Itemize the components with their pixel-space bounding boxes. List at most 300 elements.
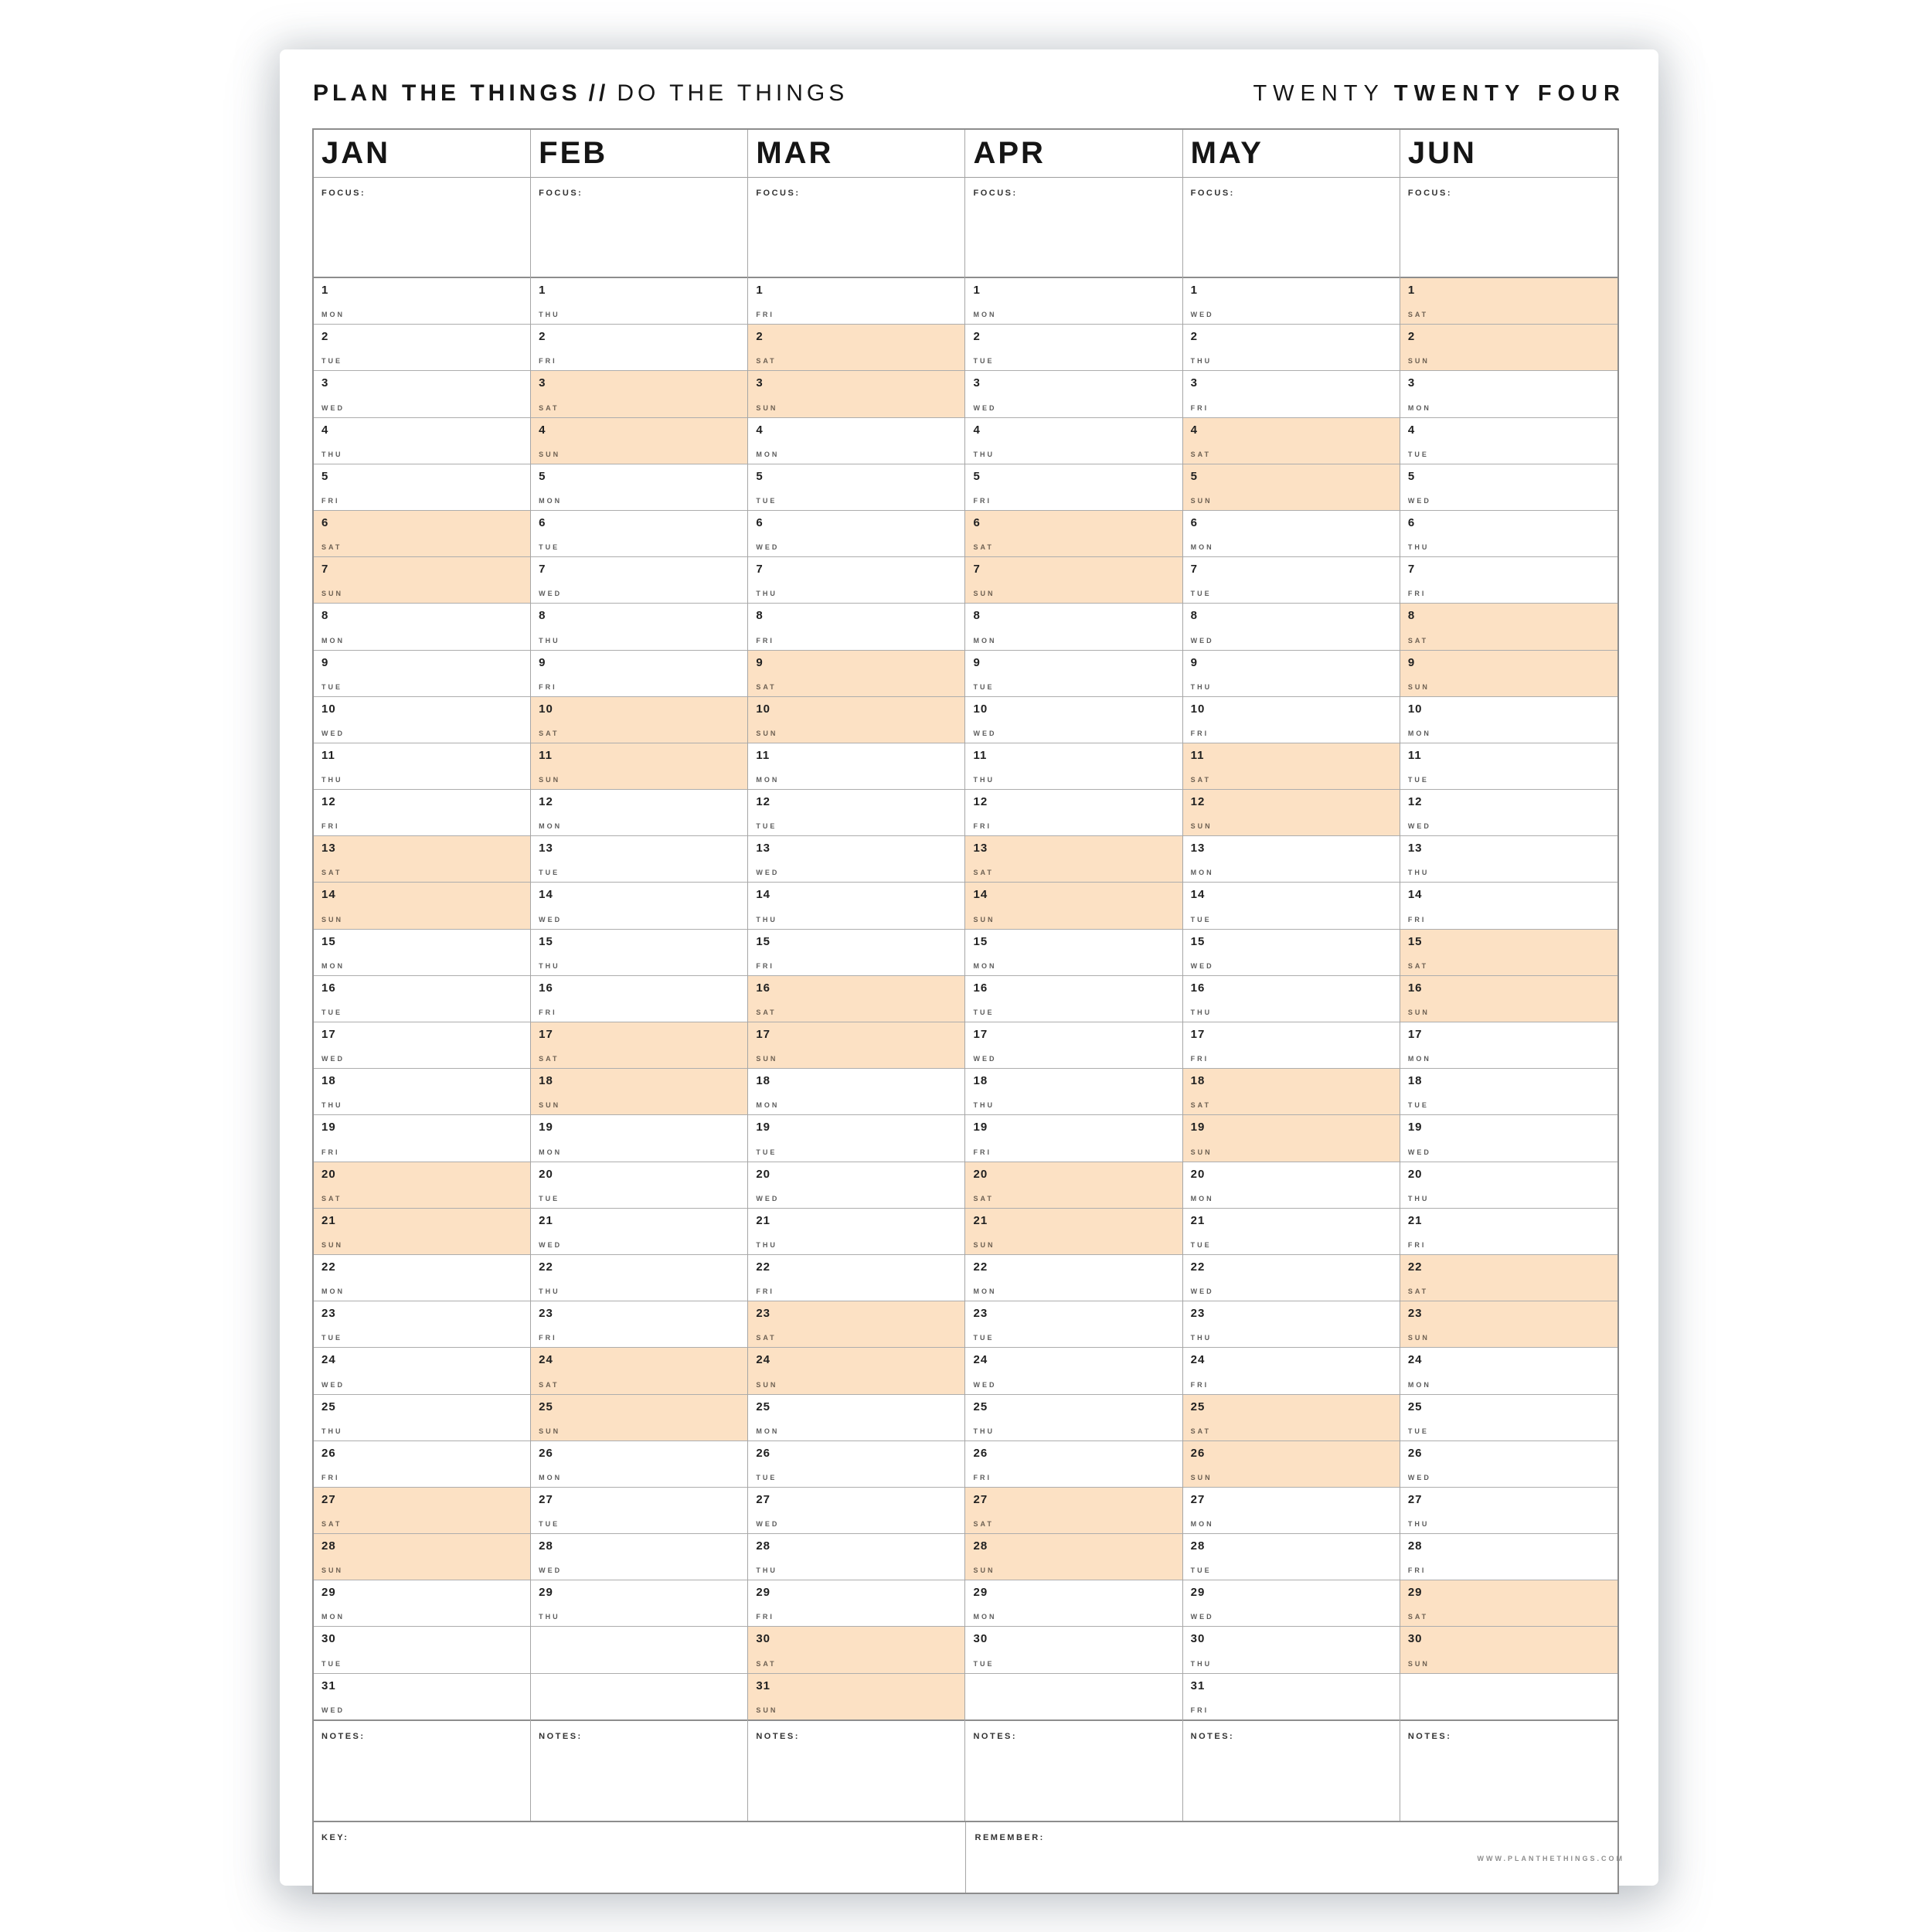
day-cell-mar-12 <box>748 790 964 836</box>
day-cell-jan-1 <box>314 278 530 325</box>
day-weekday: WED <box>539 915 563 923</box>
day-cell-mar-28 <box>748 1534 964 1580</box>
day-number: 12 <box>321 795 336 809</box>
day-cell-feb-8 <box>531 604 747 650</box>
day-cell-jun-22 <box>1400 1255 1617 1301</box>
day-weekday: MON <box>756 1427 780 1435</box>
day-cell-apr-3 <box>965 371 1182 417</box>
day-cell-feb-5 <box>531 464 747 511</box>
day-number: 22 <box>756 1260 771 1274</box>
day-number: 18 <box>539 1074 553 1088</box>
day-weekday: MON <box>539 1473 563 1481</box>
day-weekday: TUE <box>539 543 560 552</box>
day-cell-jun-28 <box>1400 1534 1617 1580</box>
day-weekday: MON <box>1190 1194 1214 1202</box>
focus-label: FOCUS: <box>1190 189 1235 198</box>
day-cell-mar-26 <box>748 1441 964 1488</box>
day-weekday: MON <box>756 450 780 458</box>
month-header-mar: MAR <box>748 130 964 178</box>
day-weekday: TUE <box>539 1520 560 1529</box>
day-weekday: WED <box>756 869 780 877</box>
day-weekday: FRI <box>321 822 340 831</box>
day-weekday: SAT <box>1407 1613 1429 1621</box>
day-weekday: TUE <box>539 869 560 877</box>
poster-header <box>313 80 1626 107</box>
focus-cell <box>1400 178 1617 278</box>
day-number: 3 <box>539 376 546 390</box>
day-weekday: TUE <box>756 1148 777 1156</box>
day-cell-jan-29 <box>314 1580 530 1627</box>
focus-label: FOCUS: <box>756 189 801 198</box>
calendar-grid <box>312 128 1619 1894</box>
day-number: 8 <box>973 609 981 623</box>
day-weekday: SAT <box>539 729 560 737</box>
day-cell-feb-2 <box>531 325 747 371</box>
day-weekday: WED <box>321 1706 345 1714</box>
day-cell-apr-4 <box>965 418 1182 464</box>
day-cell-jan-20 <box>314 1162 530 1209</box>
month-column-feb <box>531 130 748 1821</box>
day-cell-feb-22 <box>531 1255 747 1301</box>
day-cell-mar-11 <box>748 743 964 790</box>
notes-label: NOTES: <box>1407 1731 1452 1741</box>
day-number: 29 <box>1407 1586 1423 1600</box>
day-cell-jan-21 <box>314 1209 530 1255</box>
day-weekday: MON <box>539 1148 563 1156</box>
day-cell-mar-23 <box>748 1301 964 1348</box>
day-cell-mar-9 <box>748 651 964 697</box>
day-number: 14 <box>1407 888 1423 902</box>
day-weekday: SAT <box>973 543 994 552</box>
day-cell-may-31 <box>1183 1674 1400 1719</box>
day-weekday: WED <box>973 1055 997 1063</box>
day-cell-apr-12 <box>965 790 1182 836</box>
day-weekday: THU <box>756 1566 777 1575</box>
day-number: 25 <box>1190 1400 1206 1413</box>
day-cell-apr-18 <box>965 1069 1182 1115</box>
day-weekday: TUE <box>973 682 995 691</box>
day-number: 26 <box>1190 1446 1206 1460</box>
day-cell-empty <box>965 1674 1182 1719</box>
month-header-jun: JUN <box>1400 130 1617 178</box>
day-weekday: WED <box>1407 496 1431 505</box>
day-cell-may-30 <box>1183 1627 1400 1673</box>
day-weekday: THU <box>539 1287 560 1296</box>
day-cell-mar-24 <box>748 1348 964 1394</box>
day-weekday: WED <box>1407 822 1431 831</box>
day-weekday: FRI <box>1407 1240 1427 1249</box>
focus-cell <box>1183 178 1400 278</box>
day-cell-may-8 <box>1183 604 1400 650</box>
month-header-jan: JAN <box>314 130 530 178</box>
day-number: 9 <box>539 655 546 669</box>
day-weekday: MON <box>1190 543 1214 552</box>
day-weekday: MON <box>756 776 780 784</box>
day-weekday: MON <box>539 496 563 505</box>
day-number: 16 <box>756 981 771 995</box>
day-cell-feb-23 <box>531 1301 747 1348</box>
day-number: 13 <box>1407 842 1423 855</box>
day-number: 20 <box>539 1167 553 1181</box>
day-weekday: MON <box>1407 729 1431 737</box>
day-weekday: THU <box>756 590 777 598</box>
day-cell-jun-30 <box>1400 1627 1617 1673</box>
day-number: 5 <box>756 469 764 483</box>
day-cell-feb-16 <box>531 976 747 1022</box>
day-weekday: WED <box>321 1380 345 1389</box>
month-column-may <box>1183 130 1400 1821</box>
day-weekday: FRI <box>973 1148 992 1156</box>
day-weekday: SAT <box>756 1009 777 1016</box>
day-cell-feb-24 <box>531 1348 747 1394</box>
day-weekday: TUE <box>321 357 342 366</box>
day-weekday: SAT <box>973 1520 994 1529</box>
day-number: 11 <box>321 748 335 762</box>
day-weekday: WED <box>321 729 345 737</box>
day-number: 16 <box>973 981 988 995</box>
day-number: 19 <box>756 1121 771 1134</box>
day-number: 8 <box>321 609 329 623</box>
day-cell-may-5 <box>1183 464 1400 511</box>
day-weekday: WED <box>539 1566 563 1575</box>
day-number: 21 <box>973 1213 988 1227</box>
day-weekday: THU <box>1407 543 1430 552</box>
day-weekday: THU <box>973 776 995 784</box>
day-number: 15 <box>1407 934 1423 948</box>
day-cell-jun-11 <box>1400 743 1617 790</box>
day-cell-jan-16 <box>314 976 530 1022</box>
day-weekday: SUN <box>321 590 344 598</box>
day-number: 4 <box>321 423 329 437</box>
day-number: 26 <box>539 1446 553 1460</box>
day-cell-jan-12 <box>314 790 530 836</box>
day-weekday: MON <box>1407 403 1431 412</box>
day-number: 22 <box>539 1260 553 1274</box>
day-cell-may-26 <box>1183 1441 1400 1488</box>
day-cell-may-15 <box>1183 930 1400 976</box>
day-number: 7 <box>539 563 546 577</box>
day-weekday: SUN <box>756 1380 778 1389</box>
day-weekday: FRI <box>321 1148 340 1156</box>
day-number: 2 <box>973 330 981 344</box>
day-weekday: SAT <box>756 1334 777 1342</box>
day-weekday: WED <box>1190 1287 1214 1296</box>
day-cell-jun-26 <box>1400 1441 1617 1488</box>
day-number: 25 <box>756 1400 771 1413</box>
day-weekday: SUN <box>539 1427 561 1435</box>
day-number: 23 <box>321 1307 336 1321</box>
day-number: 6 <box>1190 515 1198 529</box>
day-weekday: SAT <box>1407 311 1429 319</box>
day-weekday: SAT <box>539 1055 560 1063</box>
day-cell-may-11 <box>1183 743 1400 790</box>
day-weekday: WED <box>973 403 997 412</box>
day-weekday: SAT <box>756 682 777 691</box>
day-cell-feb-6 <box>531 511 747 557</box>
day-number: 1 <box>1190 284 1198 297</box>
day-cell-may-27 <box>1183 1488 1400 1534</box>
day-number: 2 <box>1407 330 1416 344</box>
day-weekday: SUN <box>539 450 561 458</box>
day-number: 11 <box>1407 748 1422 762</box>
day-cell-jun-8 <box>1400 604 1617 650</box>
day-number: 1 <box>1407 284 1416 297</box>
day-cell-jan-3 <box>314 371 530 417</box>
day-number: 14 <box>756 888 771 902</box>
day-cell-jan-19 <box>314 1115 530 1162</box>
day-cell-empty <box>1400 1674 1617 1719</box>
notes-label: NOTES: <box>539 1731 583 1741</box>
day-weekday: SAT <box>539 403 560 412</box>
day-cell-jun-13 <box>1400 836 1617 883</box>
day-cell-may-2 <box>1183 325 1400 371</box>
day-number: 12 <box>756 795 771 809</box>
day-cell-feb-26 <box>531 1441 747 1488</box>
day-number: 2 <box>321 330 329 344</box>
day-cell-mar-30 <box>748 1627 964 1673</box>
day-number: 18 <box>321 1074 336 1088</box>
day-number: 19 <box>1190 1121 1206 1134</box>
day-cell-mar-4 <box>748 418 964 464</box>
day-number: 16 <box>321 981 336 995</box>
day-cell-mar-18 <box>748 1069 964 1115</box>
day-weekday: TUE <box>1407 776 1429 784</box>
day-cell-jan-26 <box>314 1441 530 1488</box>
day-number: 23 <box>1190 1307 1206 1321</box>
day-cell-jun-2 <box>1400 325 1617 371</box>
day-cell-jan-27 <box>314 1488 530 1534</box>
day-cell-may-14 <box>1183 883 1400 929</box>
day-number: 11 <box>1190 748 1205 762</box>
day-weekday: SAT <box>1190 1427 1211 1435</box>
day-weekday: TUE <box>1407 1427 1429 1435</box>
day-number: 19 <box>321 1121 336 1134</box>
day-cell-jan-11 <box>314 743 530 790</box>
day-cell-may-3 <box>1183 371 1400 417</box>
day-number: 27 <box>321 1492 336 1506</box>
day-cell-may-22 <box>1183 1255 1400 1301</box>
day-weekday: SUN <box>973 915 995 923</box>
day-weekday: TUE <box>973 357 995 366</box>
day-number: 29 <box>321 1586 336 1600</box>
day-cell-may-13 <box>1183 836 1400 883</box>
day-weekday: WED <box>756 543 780 552</box>
day-cell-apr-6 <box>965 511 1182 557</box>
day-weekday: THU <box>539 1613 560 1621</box>
day-cell-apr-19 <box>965 1115 1182 1162</box>
day-number: 28 <box>1190 1539 1206 1553</box>
day-weekday: THU <box>973 1101 995 1110</box>
day-weekday: MON <box>321 311 345 319</box>
day-cell-feb-28 <box>531 1534 747 1580</box>
day-cell-mar-14 <box>748 883 964 929</box>
day-cell-mar-3 <box>748 371 964 417</box>
day-cell-feb-25 <box>531 1395 747 1441</box>
day-cell-jun-19 <box>1400 1115 1617 1162</box>
day-weekday: SAT <box>1407 1287 1429 1296</box>
day-cell-jun-6 <box>1400 511 1617 557</box>
day-cell-mar-5 <box>748 464 964 511</box>
day-weekday: WED <box>973 1380 997 1389</box>
day-weekday: MON <box>321 1613 345 1621</box>
year-twenty: TWENTY <box>1253 81 1385 106</box>
day-cell-may-12 <box>1183 790 1400 836</box>
day-weekday: SUN <box>1190 822 1213 831</box>
day-number: 2 <box>756 330 764 344</box>
day-number: 9 <box>321 655 329 669</box>
day-cell-feb-20 <box>531 1162 747 1209</box>
day-number: 1 <box>756 284 764 297</box>
day-number: 20 <box>973 1167 988 1181</box>
day-number: 23 <box>539 1307 553 1321</box>
day-cell-empty <box>531 1674 747 1719</box>
day-number: 30 <box>973 1632 988 1646</box>
day-number: 28 <box>756 1539 771 1553</box>
day-number: 17 <box>539 1028 553 1041</box>
day-cell-may-24 <box>1183 1348 1400 1394</box>
month-column-jan <box>314 130 531 1821</box>
day-number: 3 <box>1407 376 1416 390</box>
month-header-apr: APR <box>965 130 1182 178</box>
day-cell-jun-17 <box>1400 1022 1617 1069</box>
day-cell-mar-27 <box>748 1488 964 1534</box>
key-remember-row <box>314 1821 1617 1893</box>
day-number: 14 <box>1190 888 1206 902</box>
day-number: 5 <box>321 469 329 483</box>
day-number: 14 <box>321 888 336 902</box>
day-weekday: WED <box>1190 311 1214 319</box>
day-cell-may-9 <box>1183 651 1400 697</box>
day-cell-mar-17 <box>748 1022 964 1069</box>
day-number: 29 <box>973 1586 988 1600</box>
day-weekday: FRI <box>1190 729 1209 737</box>
day-cell-feb-14 <box>531 883 747 929</box>
day-cell-jun-7 <box>1400 557 1617 604</box>
day-number: 17 <box>1190 1028 1206 1041</box>
day-number: 27 <box>756 1492 771 1506</box>
notes-cell <box>1183 1719 1400 1821</box>
day-number: 10 <box>973 702 988 716</box>
day-weekday: TUE <box>756 496 777 505</box>
day-number: 28 <box>321 1539 336 1553</box>
day-cell-mar-13 <box>748 836 964 883</box>
day-cell-mar-19 <box>748 1115 964 1162</box>
day-weekday: FRI <box>1190 403 1209 412</box>
day-weekday: MON <box>1190 869 1214 877</box>
month-header-may: MAY <box>1183 130 1400 178</box>
day-cell-jun-3 <box>1400 371 1617 417</box>
day-weekday: SUN <box>756 1055 778 1063</box>
day-cell-apr-2 <box>965 325 1182 371</box>
day-number: 30 <box>1407 1632 1423 1646</box>
day-weekday: SUN <box>539 776 561 784</box>
day-cell-may-29 <box>1183 1580 1400 1627</box>
day-weekday: MON <box>321 636 345 645</box>
day-cell-jan-25 <box>314 1395 530 1441</box>
day-cell-jun-24 <box>1400 1348 1617 1394</box>
day-cell-jan-7 <box>314 557 530 604</box>
day-cell-mar-6 <box>748 511 964 557</box>
day-cell-feb-29 <box>531 1580 747 1627</box>
day-cell-feb-27 <box>531 1488 747 1534</box>
day-cell-feb-3 <box>531 371 747 417</box>
day-cell-feb-12 <box>531 790 747 836</box>
day-number: 20 <box>756 1167 771 1181</box>
day-cell-apr-11 <box>965 743 1182 790</box>
day-cell-apr-10 <box>965 697 1182 743</box>
day-weekday: WED <box>756 1520 780 1529</box>
day-number: 1 <box>539 284 546 297</box>
day-cell-feb-7 <box>531 557 747 604</box>
day-number: 8 <box>1407 609 1416 623</box>
day-number: 25 <box>539 1400 553 1413</box>
day-weekday: SUN <box>973 1566 995 1575</box>
day-weekday: MON <box>973 1287 997 1296</box>
day-weekday: SAT <box>973 1194 994 1202</box>
day-weekday: WED <box>1407 1473 1431 1481</box>
day-weekday: TUE <box>1190 1240 1212 1249</box>
day-number: 28 <box>539 1539 553 1553</box>
day-number: 29 <box>756 1586 771 1600</box>
day-weekday: SAT <box>756 357 777 366</box>
day-cell-jan-23 <box>314 1301 530 1348</box>
day-cell-feb-1 <box>531 278 747 325</box>
day-cell-jun-23 <box>1400 1301 1617 1348</box>
day-cell-apr-20 <box>965 1162 1182 1209</box>
day-cell-mar-20 <box>748 1162 964 1209</box>
day-weekday: THU <box>756 915 777 923</box>
day-weekday: SUN <box>973 590 995 598</box>
day-cell-jun-4 <box>1400 418 1617 464</box>
day-cell-mar-8 <box>748 604 964 650</box>
day-cell-jan-5 <box>314 464 530 511</box>
focus-label: FOCUS: <box>973 189 1018 198</box>
day-cell-apr-21 <box>965 1209 1182 1255</box>
day-cell-jan-30 <box>314 1627 530 1673</box>
day-cell-may-7 <box>1183 557 1400 604</box>
day-number: 11 <box>539 748 553 762</box>
day-weekday: MON <box>321 1287 345 1296</box>
day-cell-feb-17 <box>531 1022 747 1069</box>
day-weekday: FRI <box>539 1009 557 1016</box>
day-cell-apr-14 <box>965 883 1182 929</box>
day-cell-jan-18 <box>314 1069 530 1115</box>
day-number: 23 <box>973 1307 988 1321</box>
day-cell-mar-31 <box>748 1674 964 1719</box>
day-weekday: TUE <box>1407 1101 1429 1110</box>
title-plan-the-things: PLAN THE THINGS <box>313 80 581 106</box>
day-cell-may-23 <box>1183 1301 1400 1348</box>
day-cell-apr-13 <box>965 836 1182 883</box>
day-cell-jun-15 <box>1400 930 1617 976</box>
key-label: KEY: <box>321 1832 349 1842</box>
day-number: 24 <box>973 1353 988 1367</box>
day-weekday: FRI <box>973 822 992 831</box>
day-number: 9 <box>973 655 981 669</box>
day-weekday: SUN <box>1190 1148 1213 1156</box>
day-number: 6 <box>973 515 981 529</box>
day-cell-feb-10 <box>531 697 747 743</box>
day-cell-apr-27 <box>965 1488 1182 1534</box>
month-column-jun <box>1400 130 1617 1821</box>
day-number: 7 <box>973 563 981 577</box>
day-weekday: SUN <box>1190 1473 1213 1481</box>
day-number: 24 <box>1190 1353 1206 1367</box>
day-number: 19 <box>539 1121 553 1134</box>
day-weekday: WED <box>321 403 345 412</box>
day-cell-empty <box>531 1627 747 1673</box>
day-number: 21 <box>539 1213 553 1227</box>
